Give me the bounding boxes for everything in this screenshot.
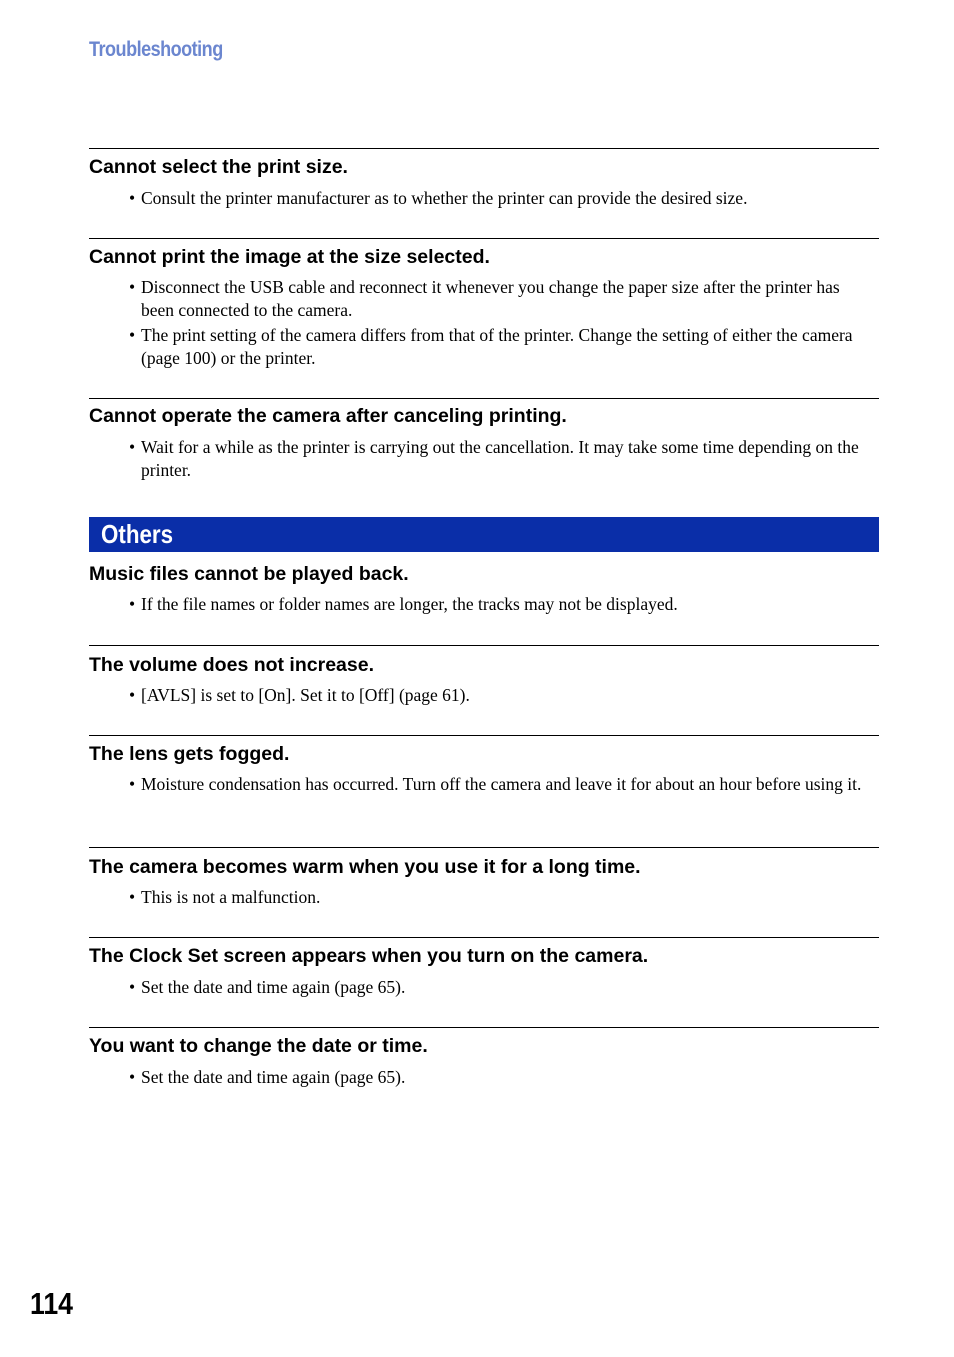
- bullet-item: [129, 1066, 874, 1089]
- bullet-item: [129, 976, 874, 999]
- bullet-marker: •: [129, 774, 136, 794]
- bullet-marker: •: [129, 887, 136, 907]
- bullet-item: [129, 886, 874, 909]
- bullet-text: Wait for a while as the printer is carrying out the cancellation. It may take some time depending on the printer.: [141, 437, 859, 480]
- item-heading: The Clock Set screen appears when you turn on the camera.: [89, 945, 649, 967]
- bullet-marker: •: [129, 437, 136, 457]
- section-title: Others: [101, 519, 174, 549]
- item-heading: The lens gets fogged.: [89, 743, 290, 765]
- bullet-text: If the file names or folder names are longer, the tracks may not be displayed.: [141, 594, 678, 614]
- bullet-marker: •: [129, 1067, 136, 1087]
- bullet-item: [129, 593, 874, 616]
- bullet-item: [129, 684, 874, 707]
- troubleshooting-item: [89, 937, 879, 997]
- bullet-marker: •: [129, 188, 136, 208]
- bullet-item: [129, 187, 874, 210]
- item-heading: You want to change the date or time.: [89, 1035, 428, 1057]
- bullet-text: [AVLS] is set to [On]. Set it to [Off] (page 61).: [141, 685, 470, 705]
- bullet-text: Disconnect the USB cable and reconnect it whenever you change the paper size after the printer has been connected to the camera.: [141, 277, 840, 320]
- bullet-marker: •: [129, 325, 136, 345]
- troubleshooting-item: [89, 148, 879, 208]
- bullet-item: [129, 436, 874, 482]
- item-heading: Music files cannot be played back.: [89, 563, 409, 585]
- section-header-bar: [89, 517, 879, 552]
- page-number: 114: [30, 1286, 74, 1321]
- item-heading: The volume does not increase.: [89, 654, 374, 676]
- troubleshooting-item: [89, 847, 879, 907]
- item-heading: Cannot print the image at the size selected.: [89, 246, 490, 268]
- bullet-marker: •: [129, 977, 136, 997]
- bullet-item: [129, 276, 874, 322]
- bullet-marker: •: [129, 594, 136, 614]
- troubleshooting-item: [89, 398, 879, 480]
- bullet-text: Set the date and time again (page 65).: [141, 977, 406, 997]
- bullet-item: [129, 773, 874, 796]
- troubleshooting-item: [89, 735, 879, 794]
- item-heading: The camera becomes warm when you use it for a long time.: [89, 856, 641, 878]
- bullet-marker: •: [129, 685, 136, 705]
- item-heading: Cannot select the print size.: [89, 156, 348, 178]
- item-heading: Cannot operate the camera after canceling printing.: [89, 405, 567, 427]
- bullet-marker: •: [129, 277, 136, 297]
- bullet-text: This is not a malfunction.: [141, 887, 321, 907]
- bullet-text: Consult the printer manufacturer as to whether the printer can provide the desired size.: [141, 188, 748, 208]
- bullet-text: Moisture condensation has occurred. Turn off the camera and leave it for about an hour before using it.: [141, 774, 862, 794]
- bullet-text: Set the date and time again (page 65).: [141, 1067, 406, 1087]
- troubleshooting-item: [89, 1027, 879, 1087]
- bullet-item: [129, 324, 874, 370]
- bullet-text: The print setting of the camera differs from that of the printer. Change the setting of either the camera (page 100) or the printer.: [141, 325, 853, 368]
- troubleshooting-item: [89, 645, 879, 705]
- troubleshooting-item: [89, 238, 879, 368]
- running-header: Troubleshooting: [89, 38, 223, 61]
